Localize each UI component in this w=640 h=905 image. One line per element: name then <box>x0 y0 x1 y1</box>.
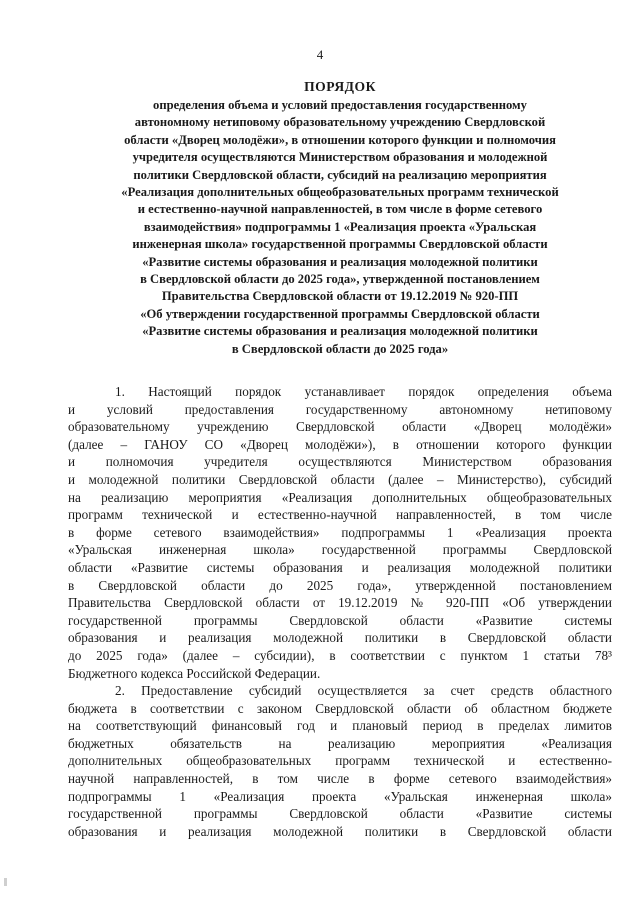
title-subtitle <box>68 97 612 358</box>
paragraph-line: 1. Настоящий порядок устанавливает порядок определения объема <box>115 384 612 399</box>
paragraph-line: до 2025 года» (далее – субсидии), в соответствии с пунктом 1 статьи 78³ <box>68 647 612 663</box>
title-line: автономному нетиповому образовательному учреждению Свердловской <box>134 115 546 130</box>
title-heading: ПОРЯДОК <box>304 79 376 94</box>
paragraph-line: программ технической и естественно-научной направленностей, в том числе <box>68 507 612 523</box>
paragraph-line: и полномочия учредителя осуществляются Министерством образования <box>68 454 612 470</box>
paragraph-line: области «Развитие системы образования и реализация молодежной политики <box>68 559 612 575</box>
paragraph-line: (далее – ГАНОУ СО «Дворец молодёжи»), в отношении которого функции <box>68 436 612 452</box>
paragraph-line: на реализацию мероприятия «Реализация дополнительных общеобразовательных <box>68 489 612 505</box>
title-line: в Свердловской области до 2025 года» <box>231 341 449 356</box>
paragraph-line: государственной программы Свердловской области «Развитие системы <box>68 612 612 628</box>
title-line: «Реализация дополнительных общеобразовательных программ технической <box>121 185 559 200</box>
title-line: Правительства Свердловской области от 19.12.2019 № 920-ПП <box>161 289 519 304</box>
title-line: в Свердловской области до 2025 года», утвержденной постановлением <box>140 272 540 287</box>
document-body <box>68 383 612 840</box>
paragraph-line: бюджета в соответствии с законом Свердловской области об областном бюджете <box>68 700 612 716</box>
paragraph-line: дополнительных общеобразовательных программ технической и естественно- <box>68 753 612 769</box>
paragraph-line: образовательному учреждению Свердловской области «Дворец молодёжи» <box>68 419 612 435</box>
paragraph-line: подпрограммы 1 «Реализация проекта «Уральская инженерная школа» <box>68 788 612 804</box>
paragraph-line: 2. Предоставление субсидий осуществляется за счет средств областного <box>115 683 612 699</box>
paragraph-line: образования и реализация молодежной политики в Свердловской области <box>68 823 612 839</box>
title-line: учредителя осуществляются Министерством образования и молодежной <box>132 150 548 165</box>
title-line: области «Дворец молодёжи», в отношении которого функции и полномочия <box>124 132 556 147</box>
paragraph-line: в Свердловской области до 2025 года», утвержденной постановлением <box>68 577 612 593</box>
paragraph-line: государственной программы Свердловской области «Развитие системы <box>68 806 612 822</box>
title-line: «Развитие системы образования и реализация молодежной политики <box>142 254 538 269</box>
title-line: инженерная школа» государственной программы Свердловской области <box>132 237 548 252</box>
paragraph-line: бюджетных обязательств на реализацию мероприятия «Реализация <box>68 735 612 751</box>
paragraph-line: «Уральская инженерная школа» государственной программы Свердловской <box>68 542 612 558</box>
paragraph-line: Правительства Свердловской области от 19.12.2019 № 920-ПП «Об утверждении <box>68 595 612 611</box>
paragraph-line: образования и реализация молодежной политики в Свердловской области <box>68 630 612 646</box>
paragraph-line: и условий предоставления государственному автономному нетиповому <box>68 401 612 417</box>
page-number: 4 <box>316 47 324 62</box>
scan-margin-mark <box>4 878 7 886</box>
paragraph-line: научной направленностей, в том числе в форме сетевого взаимодействия» <box>68 771 612 787</box>
paragraph-1 <box>68 383 612 682</box>
title-line: «Развитие системы образования и реализация молодежной политики <box>142 324 538 339</box>
title-line: политики Свердловской области, субсидий на реализацию мероприятия <box>133 167 547 182</box>
paragraph-line: на соответствующий финансовый год и плановый период в пределах лимитов <box>68 718 612 734</box>
document-title <box>68 78 612 358</box>
title-line: определения объема и условий предоставления государственному <box>153 98 527 112</box>
paragraph-line: и молодежной политики Свердловской области (далее – Министерство), субсидий <box>68 471 612 487</box>
title-line: и естественно-научной направленностей, в том числе в форме сетевого <box>137 202 543 217</box>
paragraph-line: в форме сетевого взаимодействия» подпрограммы 1 «Реализация проекта <box>68 524 612 540</box>
title-line: «Об утверждении государственной программы Свердловской области <box>140 306 540 321</box>
paragraph-2 <box>68 682 612 840</box>
paragraph-line: Бюджетного кодекса Российской Федерации. <box>68 665 321 681</box>
title-line: взаимодействия» подпрограммы 1 «Реализация проекта «Уральская <box>143 219 537 234</box>
